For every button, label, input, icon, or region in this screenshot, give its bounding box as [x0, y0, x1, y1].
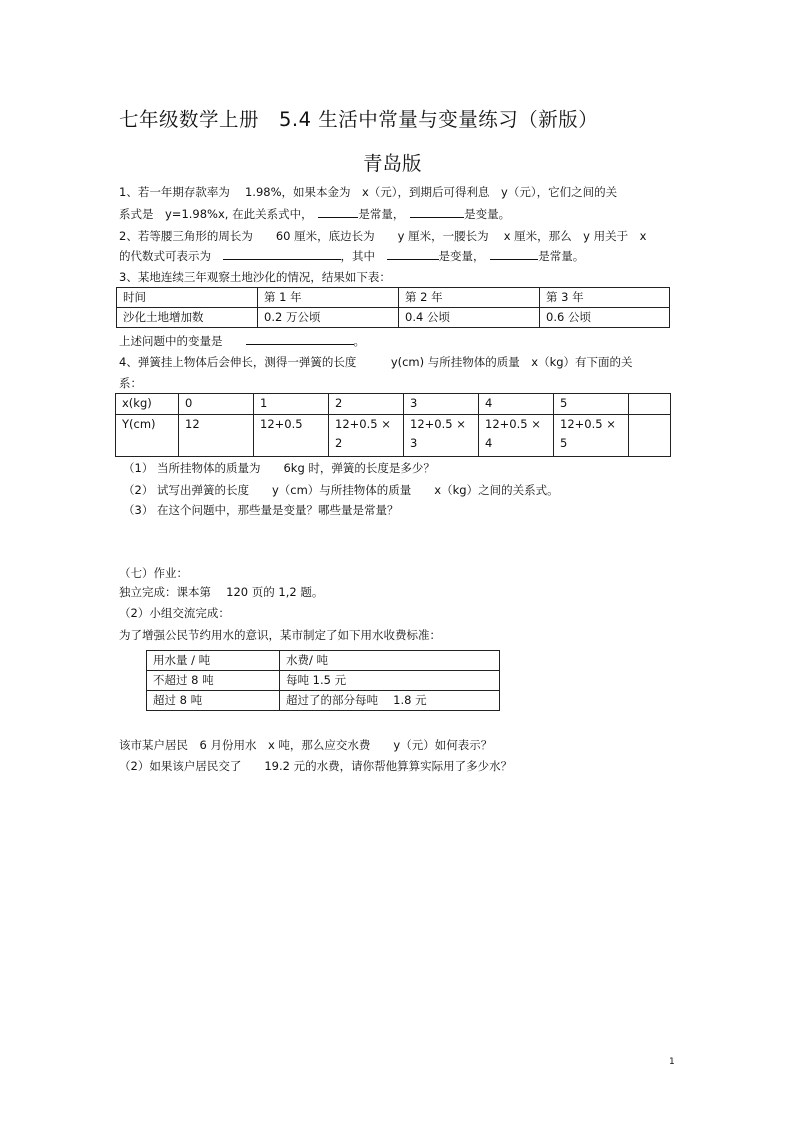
table-row	[147, 691, 500, 711]
table-cell: 3	[404, 394, 479, 415]
table-cell: 第 1 年	[258, 288, 399, 308]
table-cell: 5	[554, 394, 629, 415]
table-cell	[554, 415, 629, 457]
table-cell: 1	[254, 394, 329, 415]
q4-table	[115, 393, 671, 457]
q2-line2-text-a: 的代数式可表示为	[119, 249, 223, 263]
cell-line: 12	[185, 417, 200, 431]
q3-table	[116, 287, 670, 328]
table-cell	[329, 415, 404, 457]
q2-blank-constant	[490, 248, 538, 260]
q3-intro: 3、某地连续三年观察土地沙化的情况，结果如下表：	[119, 270, 391, 284]
cell-line: 2	[335, 436, 343, 450]
table-row	[116, 415, 671, 457]
homework-line2: （2）小组交流完成：	[119, 606, 230, 620]
page-title: 七年级数学上册 5.4 生活中常量与变量练习（新版）	[119, 108, 599, 131]
table-cell: 第 2 年	[399, 288, 540, 308]
q2-line2-text-d: 是常量。	[538, 249, 585, 263]
q4-line1: 4、弹簧挂上物体后会伸长，测得一弹簧的长度 y(cm) 与所挂物体的质量 x（kg）有下面的关	[119, 355, 633, 369]
table-row	[116, 394, 671, 415]
table-cell: 水费/ 吨	[280, 651, 500, 671]
cell-line: Y(cm)	[122, 417, 156, 431]
page-subtitle: 青岛版	[363, 152, 422, 175]
table-cell: x(kg)	[116, 394, 179, 415]
cell-line: 12+0.5 ×	[410, 417, 466, 431]
q4-sub2: （2） 试写出弹簧的长度 y（cm）与所挂物体的质量 x（kg）之间的关系式。	[123, 483, 559, 497]
table-row	[117, 308, 670, 328]
table-row	[117, 288, 670, 308]
q3-after-end: 。	[353, 334, 365, 348]
table-cell	[179, 415, 254, 457]
homework-question-b: （2）如果该户居民交了 19.2 元的水费，请你帮他算算实际用了多少水？	[119, 759, 513, 773]
table-cell: 第 3 年	[540, 288, 670, 308]
q1-line2-text-b: 是常量，	[358, 207, 411, 221]
homework-line3: 为了增强公民节约用水的意识，某市制定了如下用水收费标准：	[119, 628, 441, 642]
water-fee-table	[146, 650, 500, 711]
q4-sub3: （3） 在这个问题中，那些量是变量？哪些量是常量？	[123, 503, 399, 517]
homework-question-a: 该市某户居民 6 月份用水 x 吨，那么应交水费 y（元）如何表示？	[119, 738, 493, 752]
q3-after	[119, 333, 365, 349]
q4-sub1: （1） 当所挂物体的质量为 6kg 时，弹簧的长度是多少？	[123, 461, 435, 475]
cell-line: 12+0.5 ×	[485, 417, 541, 431]
table-row	[147, 671, 500, 691]
table-cell: 时间	[117, 288, 258, 308]
table-cell: 用水量 / 吨	[147, 651, 280, 671]
table-cell: 0.4 公顷	[399, 308, 540, 328]
table-cell	[629, 415, 671, 457]
q1-line2-text-a: 系式是 y=1.98%x, 在此关系式中，	[119, 207, 319, 221]
table-cell	[404, 415, 479, 457]
q1-blank-variable	[410, 206, 464, 218]
q2-blank-variable	[387, 248, 439, 260]
homework-line1: 独立完成：课本第 120 页的 1,2 题。	[119, 585, 324, 599]
cell-line: 12+0.5 ×	[335, 417, 391, 431]
table-cell: 2	[329, 394, 404, 415]
q2-line1: 2、若等腰三角形的周长为 60 厘米，底边长为 y 厘米，一腰长为 x 厘米，那么 y 用关于 x	[119, 229, 647, 243]
q4-line2: 系：	[119, 376, 142, 390]
table-cell: 超过 8 吨	[147, 691, 280, 711]
cell-line: 5	[560, 436, 568, 450]
q1-line2-text-c: 是变量。	[464, 207, 511, 221]
cell-line: 12+0.5 ×	[560, 417, 616, 431]
table-cell	[479, 415, 554, 457]
table-cell: 每吨 1.5 元	[280, 671, 500, 691]
page-number: 1	[669, 1057, 675, 1067]
table-cell: 4	[479, 394, 554, 415]
q2-line2-text-b: ，其中	[340, 249, 387, 263]
cell-line: 3	[410, 436, 418, 450]
q2-blank-expression	[223, 248, 341, 260]
table-cell: 不超过 8 吨	[147, 671, 280, 691]
table-cell: 沙化土地增加数	[117, 308, 258, 328]
q2-line2-text-c: 是变量，	[438, 249, 491, 263]
table-cell: 0	[179, 394, 254, 415]
cell-line: 4	[485, 436, 493, 450]
homework-heading: （七）作业：	[119, 566, 188, 580]
table-cell	[116, 415, 179, 457]
table-cell	[254, 415, 329, 457]
q1-blank-constant	[318, 206, 358, 218]
table-cell	[629, 394, 671, 415]
table-cell: 超过了的部分每吨 1.8 元	[280, 691, 500, 711]
q1-line1: 1、若一年期存款率为 1.98%，如果本金为 x（元），到期后可得利息 y（元），它们之间的关	[119, 185, 618, 199]
table-cell: 0.2 万公顷	[258, 308, 399, 328]
q3-after-text: 上述问题中的变量是	[119, 334, 246, 348]
q2-line2	[119, 248, 584, 264]
cell-line: 12+0.5	[260, 417, 303, 431]
table-cell: 0.6 公顷	[540, 308, 670, 328]
q3-blank-variable	[246, 333, 354, 345]
table-row	[147, 651, 500, 671]
q1-line2	[119, 206, 510, 222]
